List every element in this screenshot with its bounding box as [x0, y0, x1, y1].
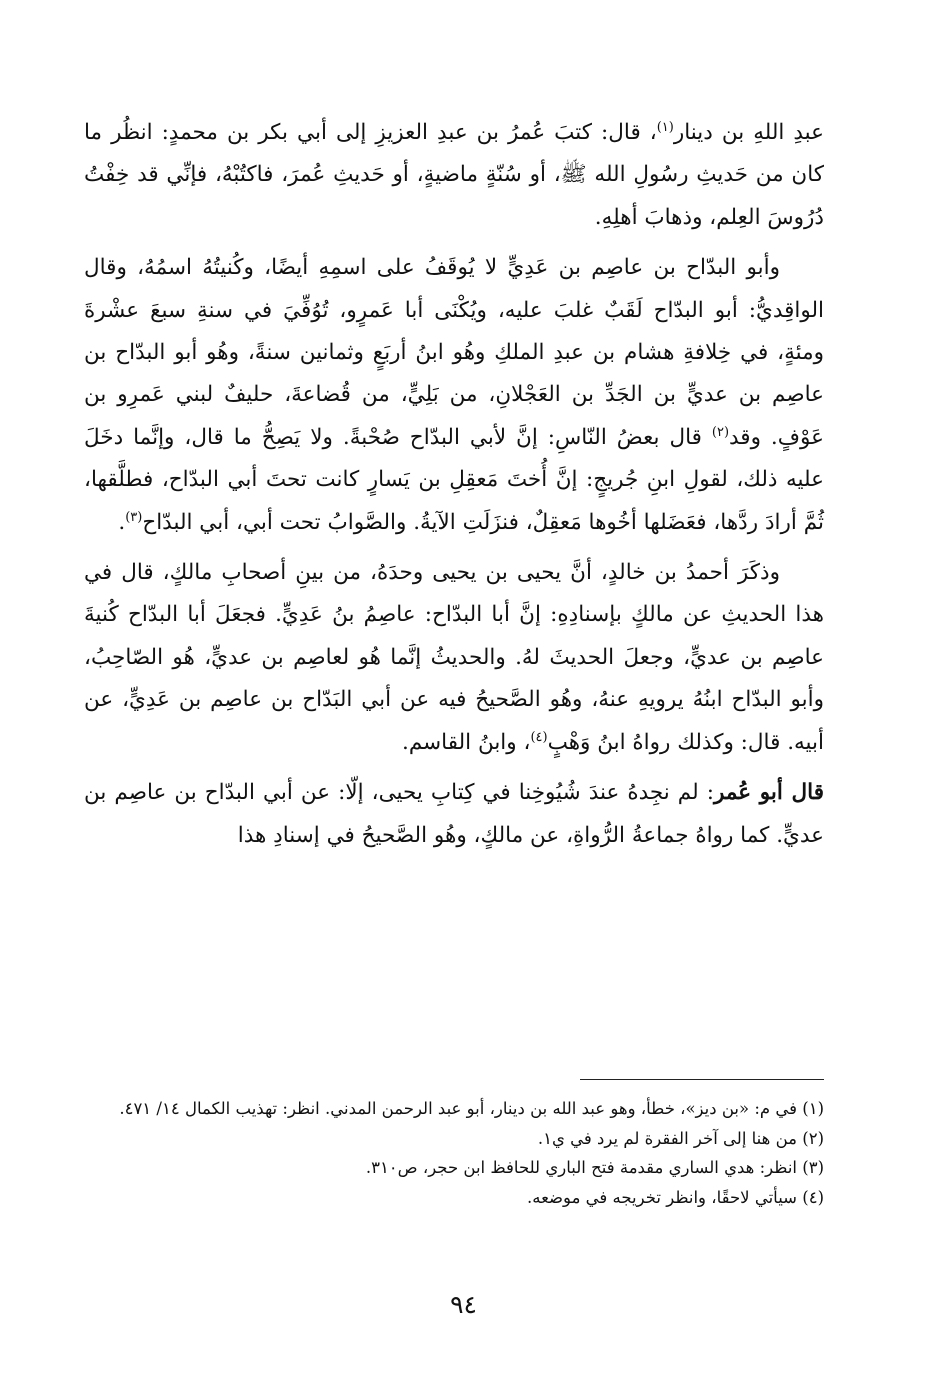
paragraph-4	[84, 772, 824, 857]
footnote-marker: (٤)	[802, 1187, 824, 1207]
footnote-text: سيأتي لاحقًا، وانظر تخريجه في موضعه.	[527, 1187, 803, 1207]
footnote-ref-4[interactable]: (٤)	[530, 729, 548, 745]
footnote-text: من هنا إلى آخر الفقرة لم يرد في ي١.	[537, 1128, 803, 1148]
paragraph-text: ، قال: كتبَ عُمرُ بن عبدِ العزيزِ إلى أبي بكر بن محمدٍ: انظُر ما كان من حَديثِ رسُولِ الله ﷺ، أو سُنّةٍ ماضيةٍ، أو حَديثِ عُمرَ، فاكتُبْهُ، فإنِّي قد خِفْتُ دُرُوسَ العِلم، وذهابَ أهلِهِ.	[84, 120, 824, 230]
footnote-marker: (١)	[802, 1099, 824, 1118]
footnote-1	[84, 1094, 824, 1124]
footnote-marker: (٢)	[802, 1128, 824, 1148]
footnotes	[84, 1094, 824, 1212]
paragraph-text: عبدِ اللهِ بن دينار	[673, 120, 824, 145]
paragraph-text: .	[118, 509, 126, 535]
paragraph-text: وأبو البدّاح بن عاصِم بن عَدِيٍّ لا يُوقَفُ على اسمِهِ أيضًا، وكُنيتُهُ اسمُهُ، وقال الواقِديُّ: أبو البدّاح لَقَبٌ غلبَ عليه، ويُكْنَى أبا عَمرٍو، تُوُفِّيَ في سنةِ سبعَ عشْرةَ ومئةٍ، في خِلافةِ هشام بن عبدِ الملكِ وهُو ابنُ أربَعٍ وثمانين سنةً، وهُو أبو البدّاح بن عاصِم بن عديٍّ بن الجَدِّ بن العَجْلانِ، من بَلِيٍّ، من قُضاعةَ، حليفٌ لبني عَمرِو بن عَوْفٍ. وقد	[84, 255, 824, 450]
footnote-ref-1[interactable]: (١)	[656, 119, 674, 135]
paragraph-text: : لم نجِدهُ عندَ شُيُوخِنا في كِتابِ يحيى، إلّا: عن أبي البدّاح بن عاصِم بن عديٍّ. كما رواهُ جماعةُ الرُّواةِ، عن مالكٍ، وهُو الصَّحيحُ في إسنادِ هذا	[84, 780, 824, 848]
paragraph-2	[84, 247, 824, 544]
footnote-marker: (٣)	[802, 1158, 824, 1177]
paragraph-text: قال بعضُ النّاسِ: إنَّ لأبي البدّاح صُحْبةً. ولا يَصِحُّ ما قال، وإنَّما دخَلَ عليه ذلك، لقولِ ابنِ جُريجٍ: إنَّ أُختَ مَعقِلِ بن يَسارٍ كانت تحتَ أبي البدّاح، فطلَّقها، ثُمَّ أرادَ ردَّها، فعَضَلها أخُوها مَعقِلٌ، فنزَلَتِ الآيةُ. والصَّوابُ تحت أبي، أبي البدّاح	[84, 424, 824, 535]
paragraph-3	[84, 552, 824, 764]
page-number: ٩٤	[450, 1290, 477, 1319]
footnote-ref-2[interactable]: (٢)	[711, 424, 730, 440]
footnote-text: في م: «بن ديز»، خطأ، وهو عبد الله بن دينار، أبو عبد الرحمن المدني. انظر: تهذيب الكمال ١٤/ ٤٧١.	[119, 1099, 803, 1118]
paragraph-1	[84, 112, 824, 239]
footnote-text: انظر: هدي الساري مقدمة فتح الباري للحافظ ابن حجر، ص٣١٠.	[365, 1158, 803, 1177]
footnote-3	[84, 1153, 824, 1183]
speaker-label: قال أبو عُمر	[713, 780, 824, 806]
footnote-ref-3[interactable]: (٣)	[125, 509, 143, 525]
paragraph-text: ، وابنُ القاسم.	[402, 729, 531, 755]
footnote-4	[84, 1183, 824, 1213]
footnote-divider	[580, 1079, 824, 1080]
paragraph-text: وذكَرَ أحمدُ بن خالدٍ، أنَّ يحيى بن يحيى وحدَهُ، من بينِ أصحابِ مالكٍ، قال في هذا الحديثِ عن مالكٍ بإسنادِهِ: إنَّ أبا البدّاح: عاصِمُ بنُ عَدِيٍّ. فجعَلَ أبا البدّاح كُنيةَ عاصِم بن عديٍّ، وجعلَ الحديثَ لهُ. والحديثُ إنَّما هُو لعاصِم بن عديٍّ، هُو الصّاحِبُ، وأبو البدّاح ابنُهُ يرويهِ عنهُ، وهُو الصَّحيحُ فيه عن أبي البَدّاح بن عاصِم بن عَدِيٍّ، عن أبيه. قال: وكذلك رواهُ ابنُ وَهْبٍ	[84, 560, 824, 755]
main-text	[84, 112, 824, 857]
footnote-2	[84, 1124, 824, 1154]
